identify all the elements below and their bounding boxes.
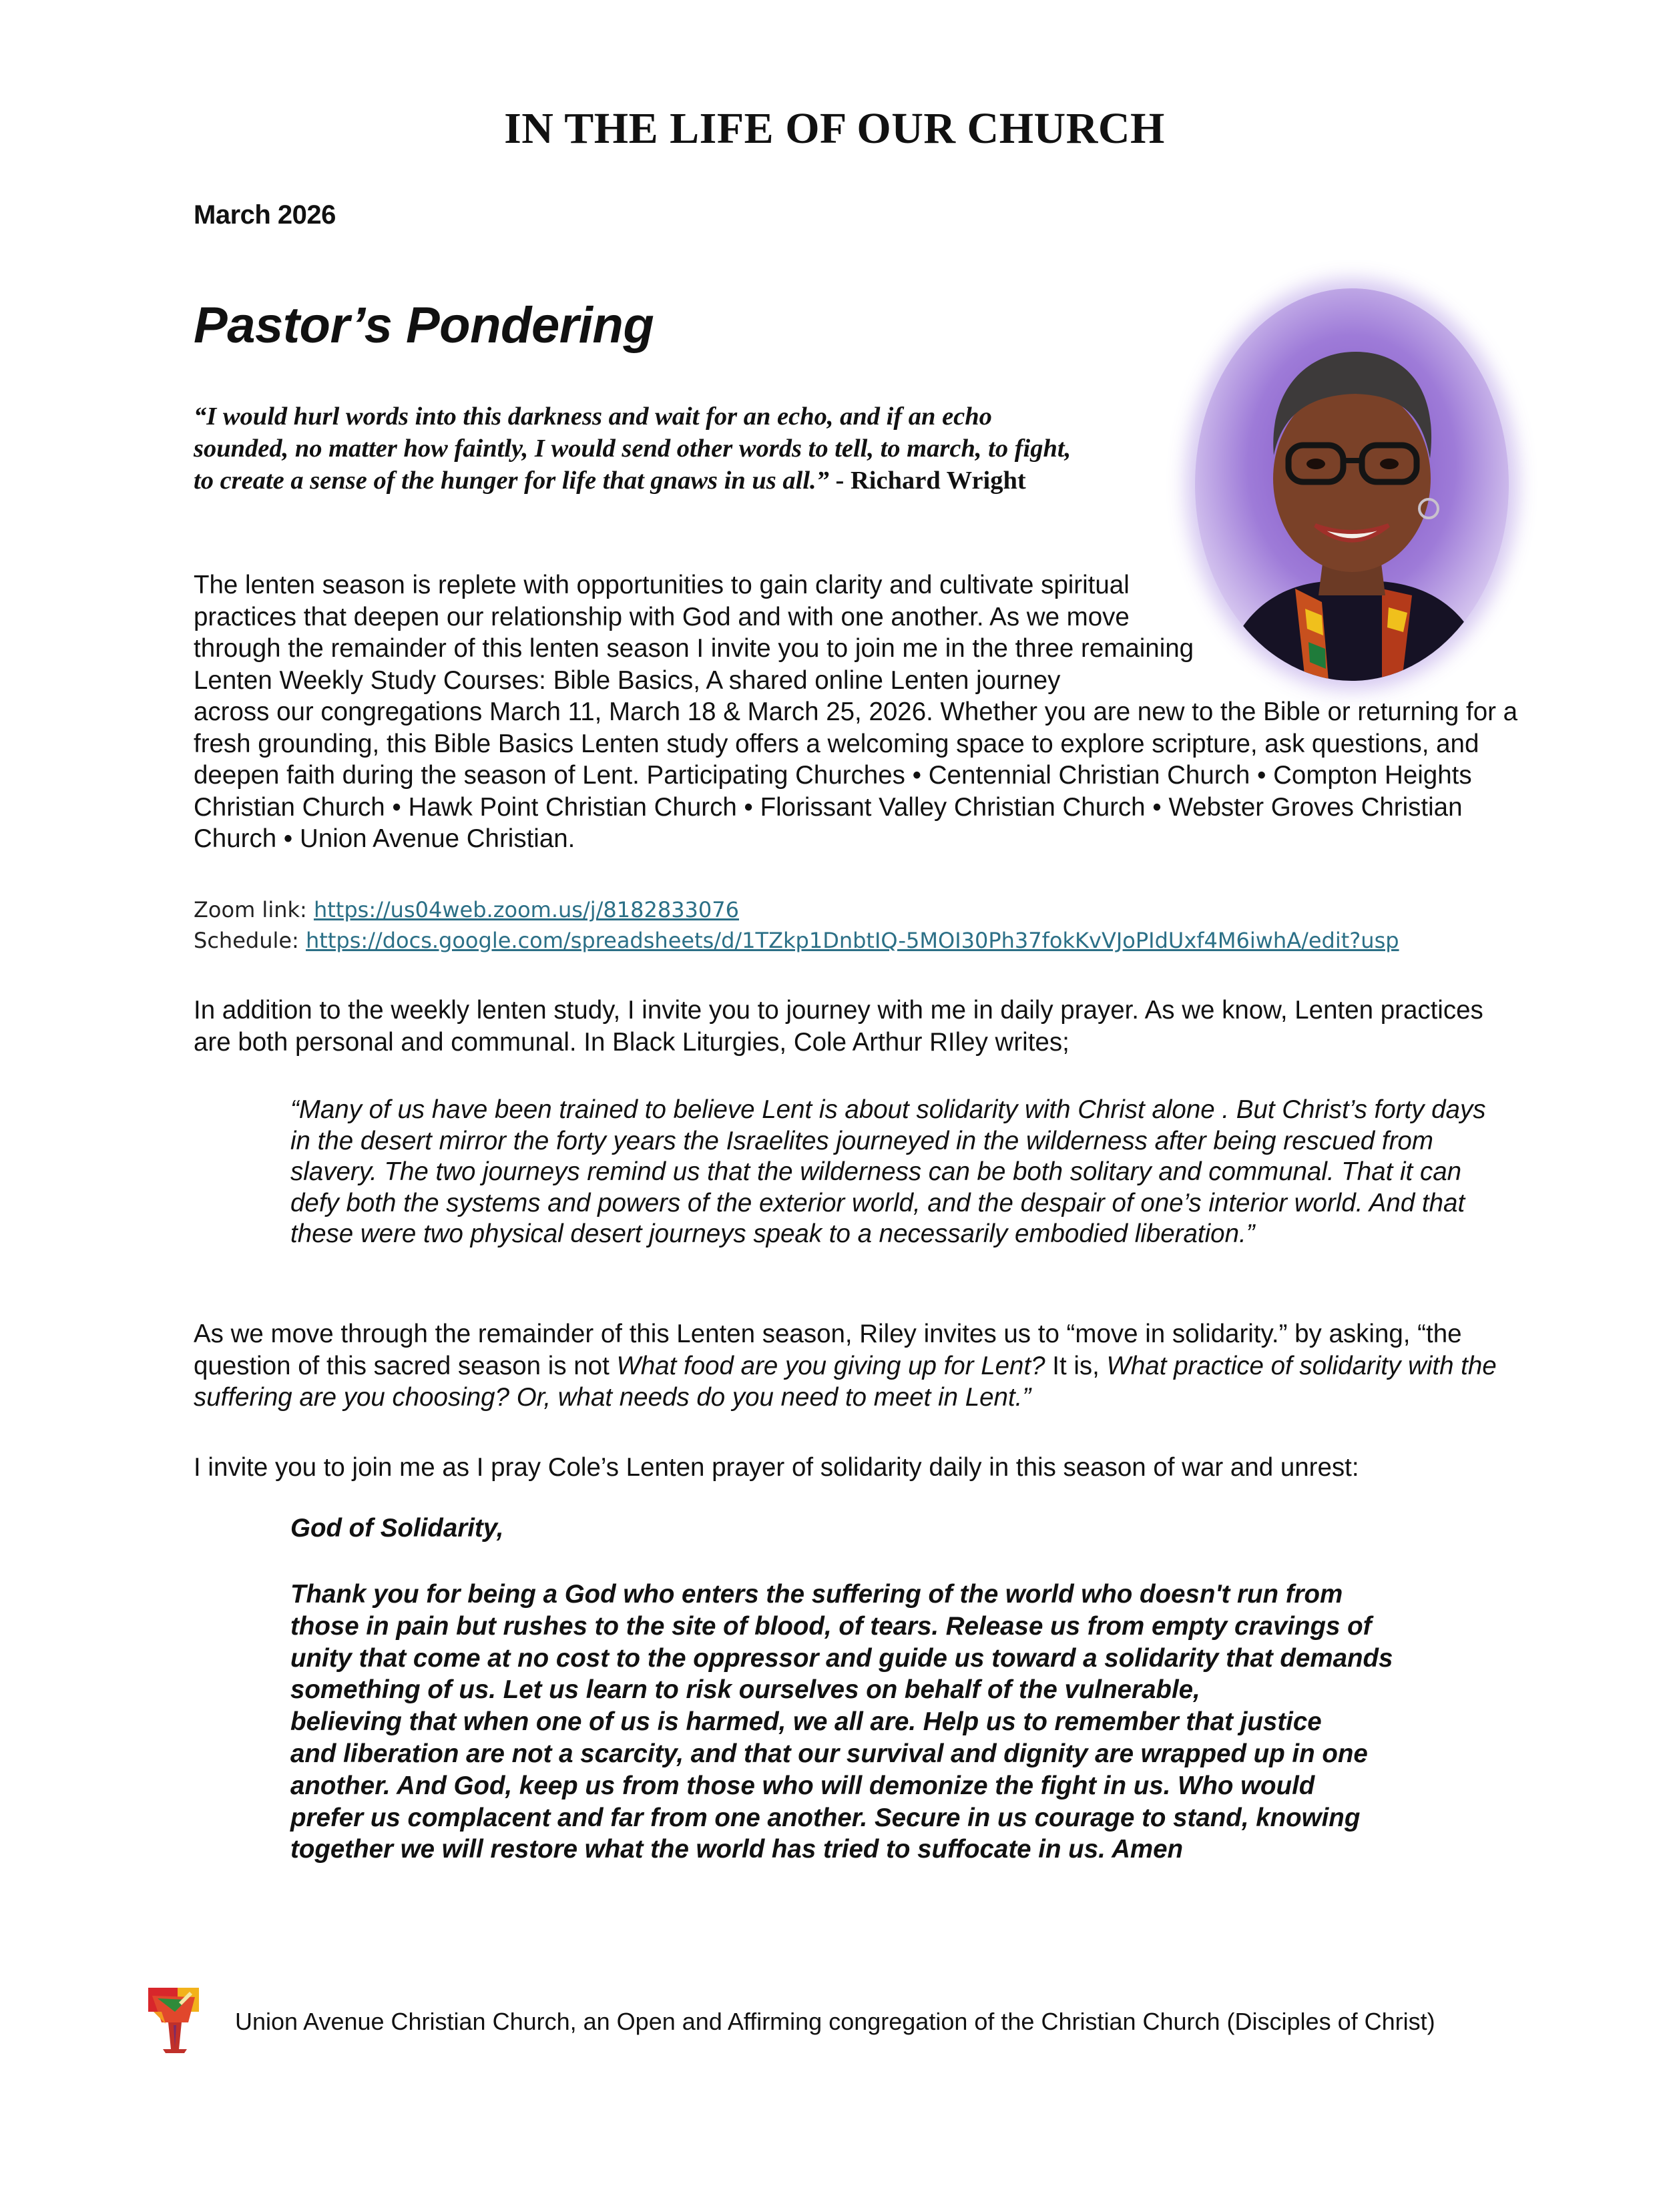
- epigraph-line: “I would hurl words into this darkness and wait for an echo, and if an echo: [194, 402, 992, 431]
- solidarity-question: What practice of solidarity with the suffering are you choosing? Or, what needs do you need to meet in Lent.”: [194, 1351, 1497, 1412]
- block-quote: “Many of us have been trained to believe Lent is about solidarity with Christ alone . But Christ’s forty days in the desert mirror the forty years the Israelites journeyed in the wilderness after being rescued from slavery. The two journeys remind us that the wilderness can be both solitary and communal. That it can defy both the systems and powers of the exterior world, and the despair of one’s interior world. And that these were two physical desert journeys speak to a necessarily embodied liberation.”: [290, 1095, 1486, 1248]
- zoom-link-label: Zoom link:: [194, 897, 314, 922]
- prayer-line: another. And God, keep us from those who will demonize the fight in us. Who would: [290, 1771, 1315, 1800]
- page-title: IN THE LIFE OF OUR CHURCH: [504, 104, 1165, 153]
- article-heading: Pastor’s Pondering: [194, 297, 654, 354]
- issue-date: March 2026: [194, 200, 336, 230]
- prayer-heading: God of Solidarity,: [290, 1514, 504, 1543]
- prayer-intro-paragraph: I invite you to join me as I pray Cole’s Lenten prayer of solidarity daily in this season of war and unrest:: [194, 1453, 1359, 1482]
- prayer-line: unity that come at no cost to the oppressor and guide us toward a solidarity that demands: [290, 1643, 1393, 1673]
- prayer-line: those in pain but rushes to the site of blood, of tears. Release us from empty cravings of: [290, 1611, 1372, 1641]
- solidarity-paragraph: [194, 1318, 1522, 1414]
- prayer-line: and liberation are not a scarcity, and that our survival and dignity are wrapped up in one: [290, 1739, 1368, 1768]
- epigraph: [194, 400, 1182, 497]
- intro-paragraph: The lenten season is replete with opportunities to gain clarity and cultivate spiritual practices that deepen our relationship with God and with one another. As we move through the remainder of this lenten season I invite you to join me in the three remaining Lenten Weekly Study Courses: Bible Basics, A shared online Lenten journey: [194, 571, 1194, 695]
- intro-paragraph-continued: across our congregations March 11, March 18 & March 25, 2026. Whether you are new to the Bible or returning for a fresh grounding, this Bible Basics Lenten study offers a welcoming space to explore scripture, ask questions, and deepen faith during the season of Lent. Participating Churches • Centennial Christian Church • Compton Heights Christian Church • Hawk Point Christian Church • Florissant Valley Christian Church • Webster Groves Christian Church • Union Avenue Christian.: [194, 698, 1518, 853]
- prayer-line: believing that when one of us is harmed, we all are. Help us to remember that justice: [290, 1707, 1322, 1737]
- epigraph-line: to create a sense of the hunger for life that gnaws in us all.”: [194, 467, 829, 495]
- solidarity-text: As we move through the remainder of this Lenten season, Riley invites us to “move in solidarity.” by asking, “the question of this sacred season is not: [194, 1320, 1462, 1380]
- prayer-line: something of us. Let us learn to risk ourselves on behalf of the vulnerable,: [290, 1675, 1200, 1705]
- solidarity-text: It is,: [1045, 1351, 1107, 1380]
- schedule-link-label: Schedule:: [194, 928, 306, 953]
- chalice-logo-icon: [148, 1982, 202, 2056]
- prayer-invitation-paragraph: In addition to the weekly lenten study, I invite you to journey with me in daily prayer. As we know, Lenten practices are both personal and communal. In Black Liturgies, Cole Arthur RIley writes;: [194, 996, 1483, 1057]
- prayer-line: prefer us complacent and far from one another. Secure in us courage to stand, knowing: [290, 1803, 1361, 1832]
- solidarity-question: What food are you giving up for Lent?: [616, 1351, 1045, 1380]
- epigraph-attribution: - Richard Wright: [828, 467, 1026, 495]
- prayer-line: Thank you for being a God who enters the suffering of the world who doesn't run from: [290, 1580, 1343, 1609]
- prayer-text: [290, 1579, 1505, 1866]
- schedule-link[interactable]: https://docs.google.com/spreadsheets/d/1TZkp1DnbtIQ-5MOI30Ph37fokKvVJoPIdUxf4M6iwhA/edit?usp: [306, 928, 1399, 953]
- epigraph-line: sounded, no matter how faintly, I would send other words to tell, to march, to fight,: [194, 435, 1071, 463]
- prayer-line: together we will restore what the world has tried to suffocate in us. Amen: [290, 1835, 1184, 1864]
- pastor-photo: [1195, 288, 1509, 681]
- study-links: [194, 894, 1399, 956]
- footer-text: Union Avenue Christian Church, an Open and Affirming congregation of the Christian Church (Disciples of Christ): [235, 2008, 1435, 2035]
- zoom-link[interactable]: https://us04web.zoom.us/j/8182833076: [313, 897, 739, 922]
